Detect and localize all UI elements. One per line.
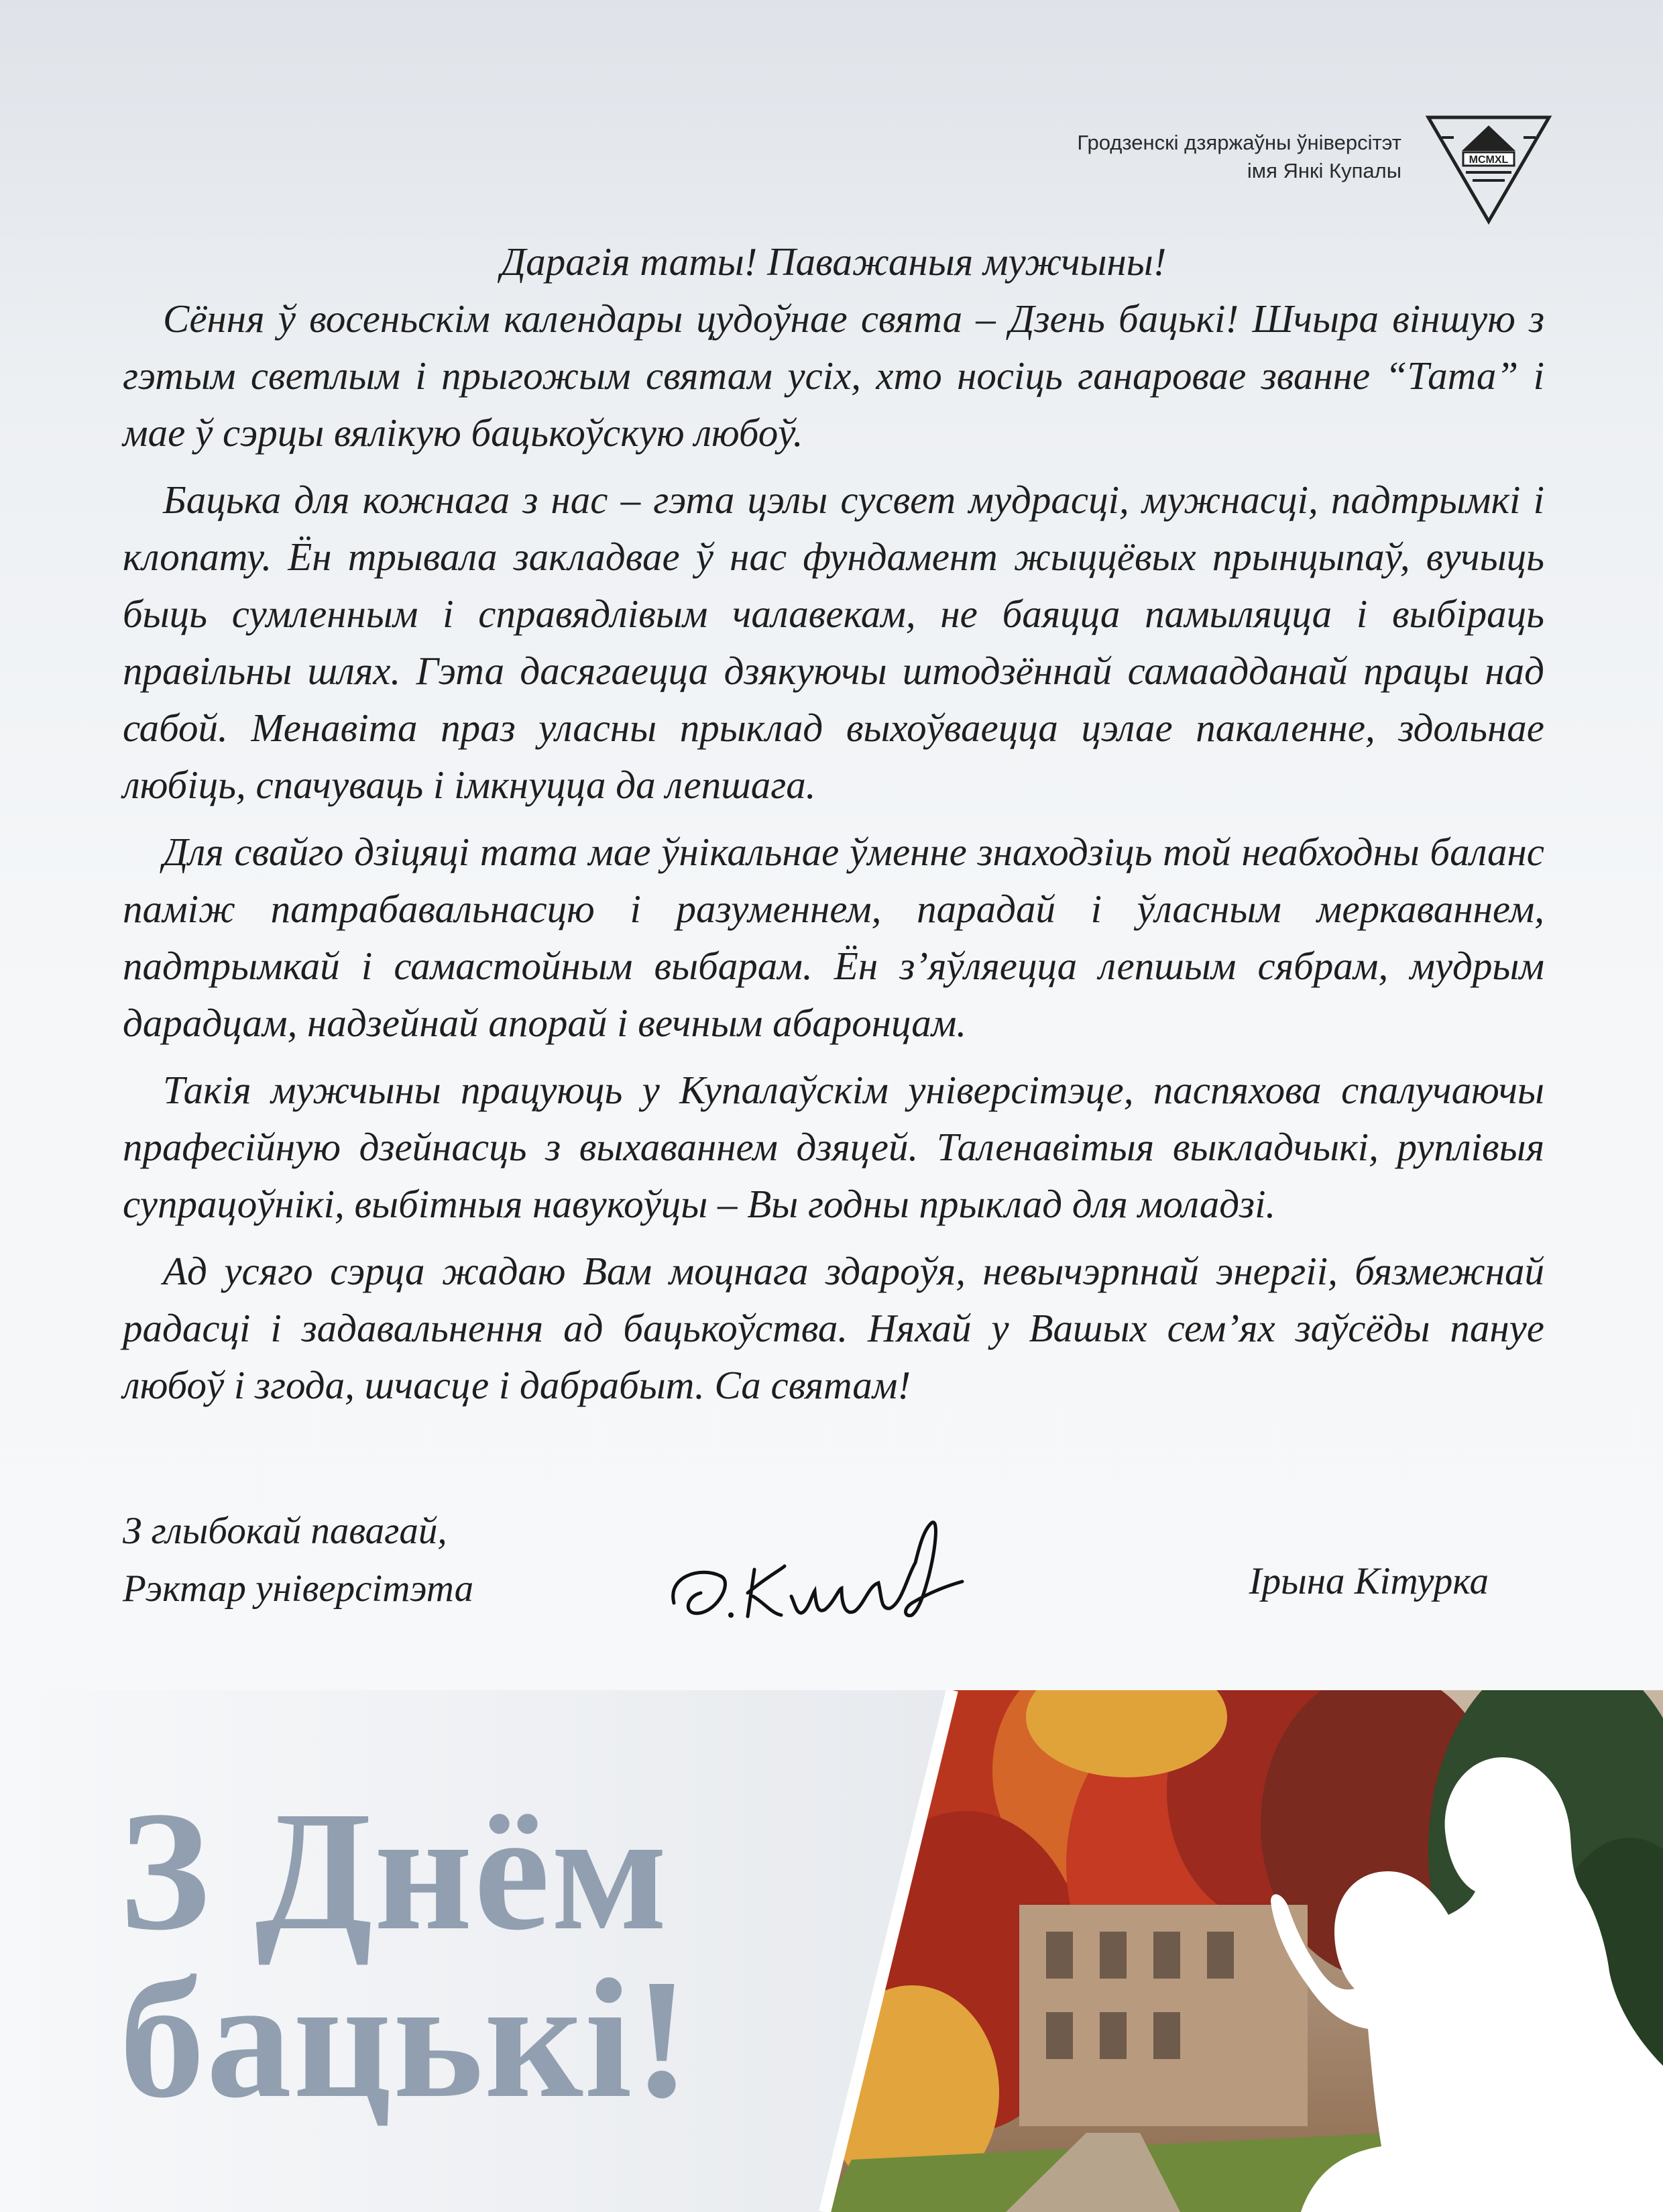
university-name-line2: імя Янкі Купалы (1247, 159, 1401, 182)
letter-paragraph-1: Сёння ў восеньскім календары цудоўнае свята – Дзень бацькі! Шчыра віншую з гэтым светлым і прыгожым святам усіх, хто носіць ганаровае званне “Тата” і мае ў сэрцы вялікую бацькоўскую любоў. (123, 296, 1544, 455)
letter-body (123, 233, 1544, 1414)
university-name-line1: Гродзенскі дзяржаўны ўніверсітэт (1077, 131, 1401, 154)
banner-title-line1: З Днём (119, 1777, 669, 1966)
banner-title-line2: бацькі! (119, 1944, 692, 2134)
university-logo-icon (1422, 111, 1556, 225)
letter-paragraph-5: Ад усяго сэрца жадаю Вам моцнага здароўя, невычэрпнай энергіі, бязмежнай радасці і задавальнення ад бацькоўства. Няхай у Вашых сем’ях заўсёды пануе любоў і згода, шчасце і дабрабыт. Са святам! (123, 1249, 1544, 1407)
banner-title (119, 1777, 692, 2134)
university-name (1077, 129, 1401, 185)
closing-block (123, 1502, 473, 1618)
logo-text: MCMXL (1469, 154, 1509, 166)
handwritten-signature (647, 1502, 996, 1650)
closing-position: Рэктар універсітэта (123, 1567, 474, 1610)
signer-name: Ірына Кітурка (1249, 1560, 1489, 1602)
letter-paragraph-4: Такія мужчыны працуюць у Купалаўскім універсітэце, паспяхова спалучаючы прафесійную дзейнасць з выхаваннем дзяцей. Таленавітыя выкладчыкі, руплівыя супрацоўнікі, выбітныя навукоўцы – Вы годны прыклад для моладзі. (123, 1068, 1544, 1226)
header (1077, 111, 1556, 225)
letter-paragraph-3: Для свайго дзіцяці тата мае ўнікальнае ўменне знаходзіць той неабходны баланс паміж патрабавальнасцю і разуменнем, парадай і ўласным меркаваннем, падтрымкай і самастойным выбарам. Ён з’яўляецца лепшым сябрам, мудрым дарадцам, надзейнай апорай і вечным абаронцам. (123, 830, 1544, 1045)
letter-greeting: Дарагія таты! Паважаныя мужчыны! (500, 239, 1167, 284)
letter-paragraph-2: Бацька для кожнага з нас – гэта цэлы сусвет мудрасці, мужнасці, падтрымкі і клопату. Ён трывала закладвае ў нас фундамент жыццёвых прынцыпаў, вучыць быць сумленным і справядлівым чалавекам, не баяцца памыляцца і выбіраць правільны шлях. Гэта дасягаецца дзякуючы штодзённай самаадданай працы над сабой. Менавіта праз уласны прыклад выхоўваецца цэлае пакаленне, здольнае любіць, спачуваць і імкнуцца да лепшага. (123, 478, 1544, 807)
closing-regards: З глыбокай павагай, (123, 1510, 447, 1552)
